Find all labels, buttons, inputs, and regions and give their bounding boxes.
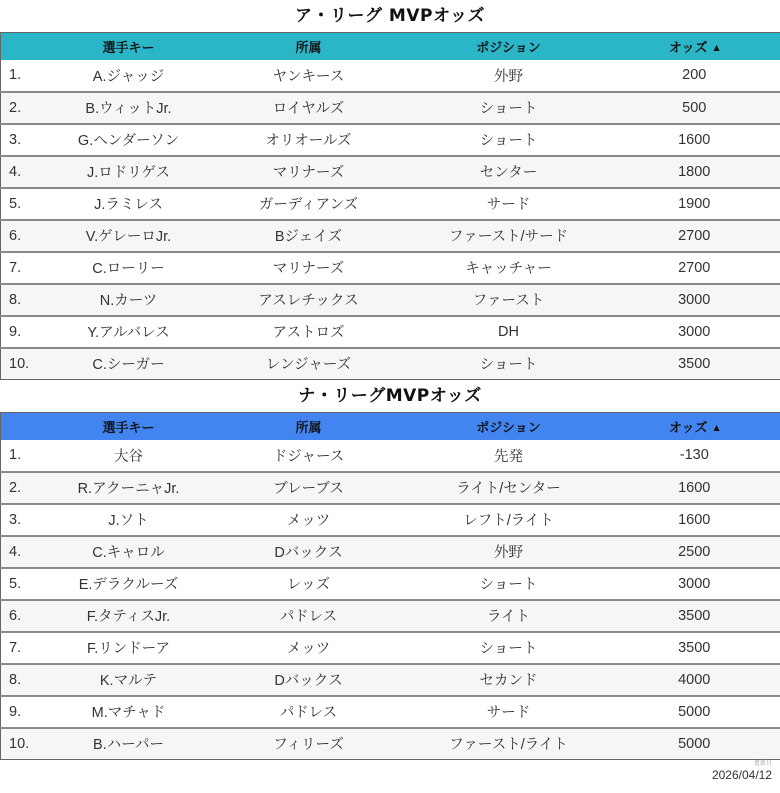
table-row: [1, 472, 780, 504]
table-row: [1, 124, 780, 156]
odds-cell: 4000: [678, 671, 711, 688]
position-cell: ショート: [479, 133, 538, 149]
table-row: [1, 284, 780, 316]
team-cell: Bジェイズ: [274, 229, 343, 245]
position-cell: DH: [498, 323, 519, 340]
team-cell: ブレーブス: [273, 481, 344, 497]
nl-table-header: [1, 413, 780, 440]
position-cell: ファースト/サード: [448, 229, 568, 245]
al-section: [0, 0, 780, 380]
table-row: [1, 220, 780, 252]
odds-header-label: オッズ: [668, 40, 708, 56]
position-cell: サード: [486, 705, 531, 721]
odds-cell: 3500: [678, 607, 711, 624]
team-cell: ドジャース: [272, 448, 345, 465]
odds-cell: 5000: [678, 703, 711, 720]
team-cell: パドレス: [279, 609, 338, 625]
player-cell: 大谷: [114, 448, 143, 465]
player-cell: G.ヘンダーソン: [77, 133, 180, 149]
rank-cell: 7.: [9, 639, 22, 656]
odds-cell: 1600: [678, 479, 711, 496]
rank-header: [1, 413, 49, 440]
player-cell: V.ゲレーロJr.: [85, 229, 172, 245]
position-cell: レフト/ライト: [463, 513, 554, 529]
updated-label: 更新日: [753, 760, 772, 767]
rank-cell: 10.: [9, 355, 30, 372]
player-cell: J.ラミレス: [94, 197, 163, 213]
team-cell: ヤンキース: [272, 68, 345, 85]
rank-cell: 10.: [9, 735, 30, 752]
table-row: [1, 316, 780, 348]
team-cell: マリナーズ: [272, 261, 345, 277]
player-cell: C.シーガー: [92, 357, 165, 374]
position-cell: セカンド: [479, 673, 538, 689]
rank-cell: 2.: [9, 99, 22, 116]
nl-title: ナ・リーグMVPオッズ: [298, 386, 482, 406]
rank-cell: 5.: [9, 575, 22, 592]
odds-cell: 1900: [678, 195, 711, 212]
position-cell: サード: [486, 197, 531, 213]
table-row: [1, 92, 780, 124]
sort-ascending-icon[interactable]: ▲: [713, 42, 720, 52]
player-cell: K.マルテ: [99, 673, 158, 689]
team-cell: アスレチックス: [258, 293, 359, 309]
odds-cell: 200: [682, 67, 707, 83]
rank-cell: 9.: [9, 323, 22, 340]
player-cell: E.デラクルーズ: [78, 577, 179, 593]
position-cell: ショート: [479, 357, 538, 374]
position-cell: ライト: [486, 609, 531, 625]
rank-cell: 3.: [9, 511, 22, 528]
position-cell: 先発: [494, 448, 523, 465]
position-cell: 外野: [494, 68, 523, 85]
odds-header-label: オッズ: [668, 420, 708, 436]
team-cell: レンジャーズ: [265, 357, 352, 374]
rank-cell: 3.: [9, 131, 22, 148]
odds-cell: 3500: [678, 639, 711, 656]
table-row: [1, 440, 780, 472]
team-cell: Dバックス: [274, 673, 343, 689]
table-row: [1, 156, 780, 188]
odds-cell: 1600: [678, 511, 711, 528]
player-cell: B.ウィットJr.: [85, 101, 172, 117]
table-row: [1, 696, 780, 728]
rank-cell: 6.: [9, 607, 22, 624]
team-cell: オリオールズ: [265, 133, 352, 149]
player-cell: F.リンドーア: [86, 641, 171, 657]
table-row: [1, 632, 780, 664]
team-header[interactable]: 所属: [295, 40, 322, 56]
odds-cell: 3000: [678, 575, 711, 592]
odds-cell: 3000: [678, 291, 711, 308]
updated-date: 2026/04/12: [711, 768, 772, 782]
rank-cell: 8.: [9, 291, 22, 308]
odds-cell: 2500: [678, 543, 711, 560]
position-cell: ファースト: [472, 293, 545, 309]
table-row: [1, 188, 780, 220]
position-cell: ライト/センター: [456, 481, 561, 497]
table-row: [1, 600, 780, 632]
team-cell: メッツ: [286, 641, 331, 657]
rank-cell: 5.: [9, 195, 22, 212]
odds-cell: 3500: [678, 355, 711, 372]
position-cell: ショート: [479, 101, 538, 117]
table-row: [1, 536, 780, 568]
position-cell: 外野: [494, 545, 523, 561]
odds-header[interactable]: [609, 33, 780, 60]
odds-header[interactable]: [609, 413, 780, 440]
team-cell: パドレス: [279, 705, 338, 721]
player-header[interactable]: 選手キー: [102, 420, 155, 436]
team-cell: ガーディアンズ: [258, 197, 359, 213]
sort-ascending-icon[interactable]: ▲: [713, 422, 720, 432]
al-table-header: [1, 33, 780, 60]
al-title: ア・リーグ MVPオッズ: [295, 6, 485, 26]
position-header[interactable]: ポジション: [476, 420, 541, 436]
team-cell: レッズ: [286, 577, 331, 593]
table-row: [1, 728, 780, 760]
player-cell: R.アクーニャJr.: [77, 481, 180, 497]
player-cell: C.ローリー: [92, 261, 165, 277]
odds-cell: 1800: [678, 163, 711, 180]
team-cell: マリナーズ: [272, 165, 345, 181]
table-row: [1, 664, 780, 696]
rank-cell: 7.: [9, 259, 22, 276]
player-cell: A.ジャッジ: [92, 68, 165, 85]
rank-cell: 1.: [9, 447, 22, 463]
odds-cell: 500: [682, 99, 707, 116]
position-cell: ショート: [479, 577, 538, 593]
team-cell: メッツ: [286, 513, 331, 529]
table-row: [1, 348, 780, 380]
odds-cell: 5000: [678, 735, 711, 752]
odds-cell: 2700: [678, 227, 711, 244]
odds-cell: 1600: [678, 131, 711, 148]
team-header[interactable]: 所属: [295, 420, 322, 436]
position-cell: センター: [479, 165, 538, 181]
rank-header: [1, 33, 49, 60]
table-row: [1, 60, 780, 92]
update-info: [712, 760, 772, 782]
rank-cell: 8.: [9, 671, 22, 688]
rank-cell: 4.: [9, 543, 22, 560]
player-cell: F.タティスJr.: [86, 609, 171, 625]
team-cell: アストロズ: [272, 325, 345, 341]
player-header[interactable]: 選手キー: [102, 40, 155, 56]
rank-cell: 4.: [9, 163, 22, 180]
odds-cell: 3000: [678, 323, 711, 340]
nl-section: [0, 380, 780, 760]
rank-cell: 6.: [9, 227, 22, 244]
position-cell: ファースト/ライト: [449, 737, 568, 754]
table-row: [1, 504, 780, 536]
player-cell: C.キャロル: [92, 545, 165, 561]
position-header[interactable]: ポジション: [476, 40, 541, 56]
player-cell: B.ハーパー: [93, 737, 164, 754]
player-cell: M.マチャド: [91, 705, 166, 721]
table-row: [1, 568, 780, 600]
odds-cell: -130: [679, 447, 709, 463]
player-cell: J.ロドリゲス: [87, 165, 170, 181]
team-cell: ロイヤルズ: [272, 101, 345, 117]
odds-cell: 2700: [678, 259, 711, 276]
rank-cell: 2.: [9, 479, 22, 496]
rank-cell: 1.: [9, 67, 22, 83]
nl-odds-table: [0, 412, 780, 760]
player-cell: J.ソト: [108, 513, 149, 529]
rank-cell: 9.: [9, 703, 22, 720]
table-row: [1, 252, 780, 284]
position-cell: キャッチャー: [465, 261, 552, 277]
team-cell: フィリーズ: [273, 737, 344, 754]
player-cell: Y.アルバレス: [87, 325, 170, 341]
player-cell: N.カーツ: [99, 293, 158, 309]
al-odds-table: [0, 32, 780, 380]
position-cell: ショート: [479, 641, 538, 657]
team-cell: Dバックス: [274, 545, 343, 561]
